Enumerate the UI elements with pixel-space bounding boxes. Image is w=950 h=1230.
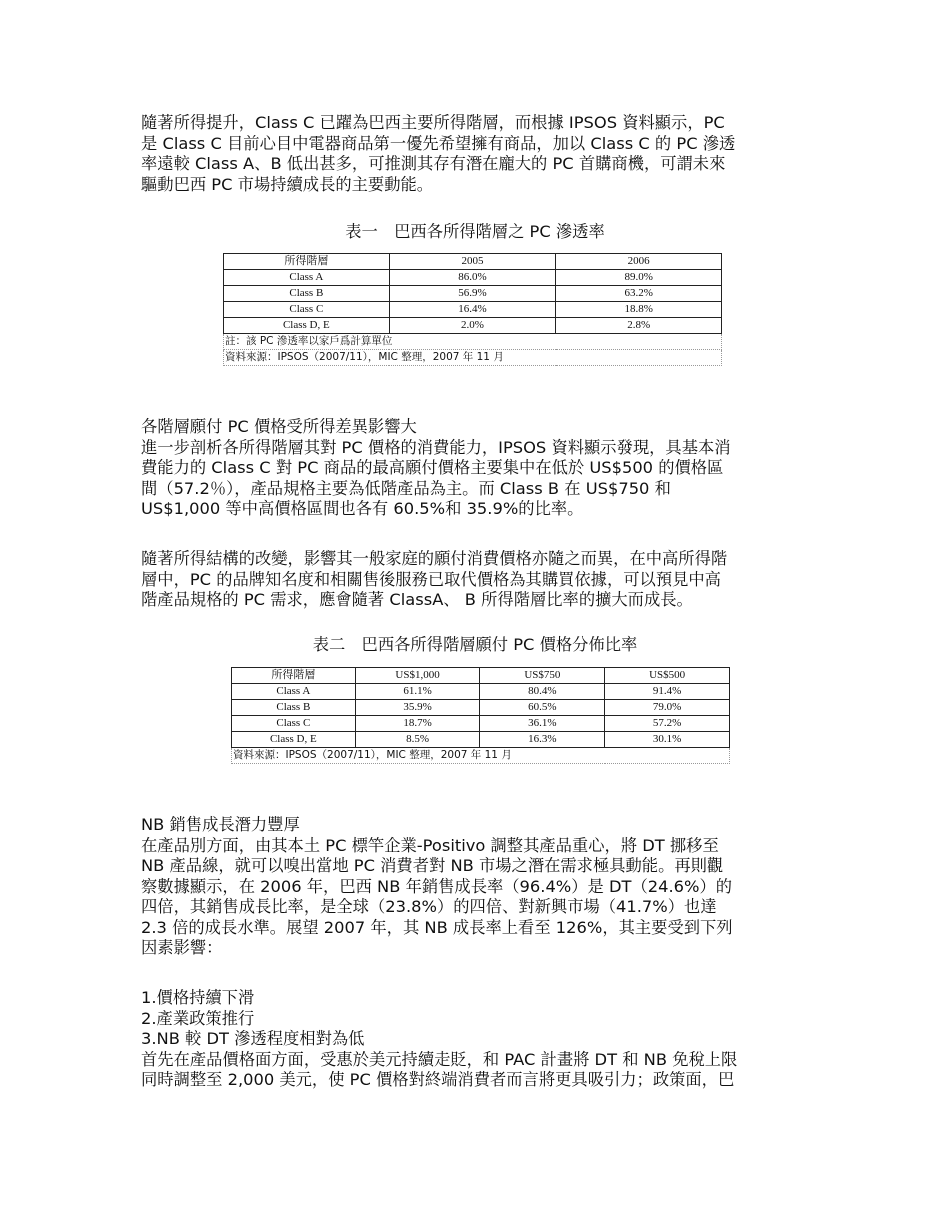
section-heading: NB 銷售成長潛力豐厚 bbox=[141, 815, 300, 834]
table-cell: Class D, E bbox=[224, 318, 390, 334]
header-cell: US$500 bbox=[605, 668, 730, 684]
text-line: 驅動巴西 PC 市場持續成長的主要動能。 bbox=[141, 174, 434, 194]
header-cell: US$1,000 bbox=[355, 668, 480, 684]
table-cell: 63.2% bbox=[556, 286, 722, 302]
text-line: 察數據顯示，在 2006 年，巴西 NB 年銷售成長率（96.4%）是 DT（24.6%）的 bbox=[141, 876, 733, 896]
table-cell: Class C bbox=[232, 716, 356, 732]
table-cell: 2.8% bbox=[556, 318, 722, 334]
text-line: 同時調整至 2,000 美元，使 PC 價格對終端消費者而言將更具吸引力；政策面，巴 bbox=[141, 1070, 735, 1089]
table-cell: 18.8% bbox=[556, 302, 722, 318]
factor-list bbox=[141, 988, 811, 1091]
text-line: 隨著所得提升，Class C 已躍為巴西主要所得階層，而根據 IPSOS 資料顯示，PC bbox=[141, 113, 725, 132]
header-cell: 所得階層 bbox=[232, 668, 356, 684]
list-item: 1.價格持續下滑 bbox=[141, 988, 255, 1007]
text-line: 首先在產品價格面方面，受惠於美元持續走貶，和 PAC 計畫將 DT 和 NB 免稅上限 bbox=[141, 1049, 738, 1069]
text-line: 費能力的 Class C 對 PC 商品的最高願付價格主要集中在低於 US$500 的價格區 bbox=[141, 458, 724, 477]
table-source-row bbox=[232, 748, 730, 764]
text-line: US$1,000 等中高價格區間也各有 60.5%和 35.9%的比率。 bbox=[141, 499, 584, 518]
table-row bbox=[232, 700, 730, 716]
table-cell: Class D, E bbox=[232, 732, 356, 748]
text-line: 率遠較 Class A、B 低出甚多，可推測其存有潛在龐大的 PC 首購商機，可謂未來 bbox=[141, 154, 726, 173]
text-line: 是 Class C 目前心目中電器商品第一優先希望擁有商品，加以 Class C 的 PC 滲透 bbox=[141, 133, 736, 153]
text-line: 層中，PC 的品牌知名度和相關售後服務已取代價格為其購買依據，可以預見中高 bbox=[141, 569, 721, 589]
table-cell: 35.9% bbox=[355, 700, 480, 716]
text-line: 在產品別方面，由其本土 PC 標竿企業-Positivo 調整其產品重心，將 DT 挪移至 bbox=[141, 835, 719, 855]
text-line: NB 產品線，就可以嗅出當地 PC 消費者對 NB 市場之潛在需求極具動能。再則觀 bbox=[141, 856, 724, 875]
table-cell: 86.0% bbox=[389, 270, 556, 286]
income-structure-paragraph bbox=[141, 549, 811, 611]
table-cell: 79.0% bbox=[605, 700, 730, 716]
table-cell: 56.9% bbox=[389, 286, 556, 302]
table-header-row bbox=[224, 254, 722, 270]
table-cell: 61.1% bbox=[355, 684, 480, 700]
text-line: 2.3 倍的成長水準。展望 2007 年，其 NB 成長率上看至 126%，其主要受到下列 bbox=[141, 917, 733, 937]
header-cell: US$750 bbox=[480, 668, 605, 684]
table1-note: 註：該 PC 滲透率以家戶爲計算單位 bbox=[224, 334, 722, 350]
pricing-section bbox=[141, 417, 811, 520]
table-row bbox=[224, 286, 722, 302]
table-cell: Class B bbox=[232, 700, 356, 716]
table2-source: 資料來源：IPSOS（2007/11），MIC 整理，2007 年 11 月 bbox=[232, 748, 730, 764]
table1-caption: 表一 巴西各所得階層之 PC 滲透率 bbox=[345, 222, 605, 241]
table-cell: Class A bbox=[224, 270, 390, 286]
table-row bbox=[232, 716, 730, 732]
table-source-row bbox=[224, 350, 722, 366]
table-cell: 80.4% bbox=[480, 684, 605, 700]
nb-section bbox=[141, 815, 811, 959]
table-cell: 16.3% bbox=[480, 732, 605, 748]
table-cell: 30.1% bbox=[605, 732, 730, 748]
text-line: 進一步剖析各所得階層其對 PC 價格的消費能力，IPSOS 資料顯示發現，具基本消 bbox=[141, 437, 731, 457]
table-cell: Class C bbox=[224, 302, 390, 318]
header-cell: 所得階層 bbox=[224, 254, 390, 270]
table-row bbox=[224, 270, 722, 286]
text-line: 因素影響： bbox=[141, 938, 223, 957]
list-item: 2.產業政策推行 bbox=[141, 1008, 255, 1028]
table-cell: Class A bbox=[232, 684, 356, 700]
table-cell: 91.4% bbox=[605, 684, 730, 700]
table2-caption: 表二 巴西各所得階層願付 PC 價格分佈比率 bbox=[312, 635, 638, 654]
text-line: 階產品規格的 PC 需求，應會隨著 ClassA、 B 所得階層比率的擴大而成長。 bbox=[141, 590, 693, 609]
table-row bbox=[232, 684, 730, 700]
table1 bbox=[223, 253, 722, 366]
table2 bbox=[231, 667, 730, 764]
table-cell: 89.0% bbox=[556, 270, 722, 286]
text-line: 隨著所得結構的改變，影響其一般家庭的願付消費價格亦隨之而異，在中高所得階 bbox=[141, 549, 728, 568]
table-row bbox=[224, 318, 722, 334]
table-cell: 8.5% bbox=[355, 732, 480, 748]
table-cell: 16.4% bbox=[389, 302, 556, 318]
table-cell: 18.7% bbox=[355, 716, 480, 732]
list-item: 3.NB 較 DT 滲透程度相對為低 bbox=[141, 1029, 365, 1048]
intro-paragraph bbox=[141, 113, 811, 195]
table-row bbox=[232, 732, 730, 748]
table-row bbox=[224, 302, 722, 318]
table1-source: 資料來源：IPSOS（2007/11），MIC 整理，2007 年 11 月 bbox=[224, 350, 722, 366]
table-cell: 36.1% bbox=[480, 716, 605, 732]
table-cell: 57.2% bbox=[605, 716, 730, 732]
table-header-row bbox=[232, 668, 730, 684]
text-line: 四倍，其銷售成長比率，是全球（23.8%）的四倍、對新興市場（41.7%）也達 bbox=[141, 897, 717, 916]
table-cell: 2.0% bbox=[389, 318, 556, 334]
header-cell: 2005 bbox=[389, 254, 556, 270]
header-cell: 2006 bbox=[556, 254, 722, 270]
section-heading: 各階層願付 PC 價格受所得差異影響大 bbox=[141, 417, 417, 436]
table-note-row bbox=[224, 334, 722, 350]
table-cell: 60.5% bbox=[480, 700, 605, 716]
table-cell: Class B bbox=[224, 286, 390, 302]
text-line: 間（57.2％），產品規格主要為低階產品為主。而 Class B 在 US$750 和 bbox=[141, 478, 671, 498]
